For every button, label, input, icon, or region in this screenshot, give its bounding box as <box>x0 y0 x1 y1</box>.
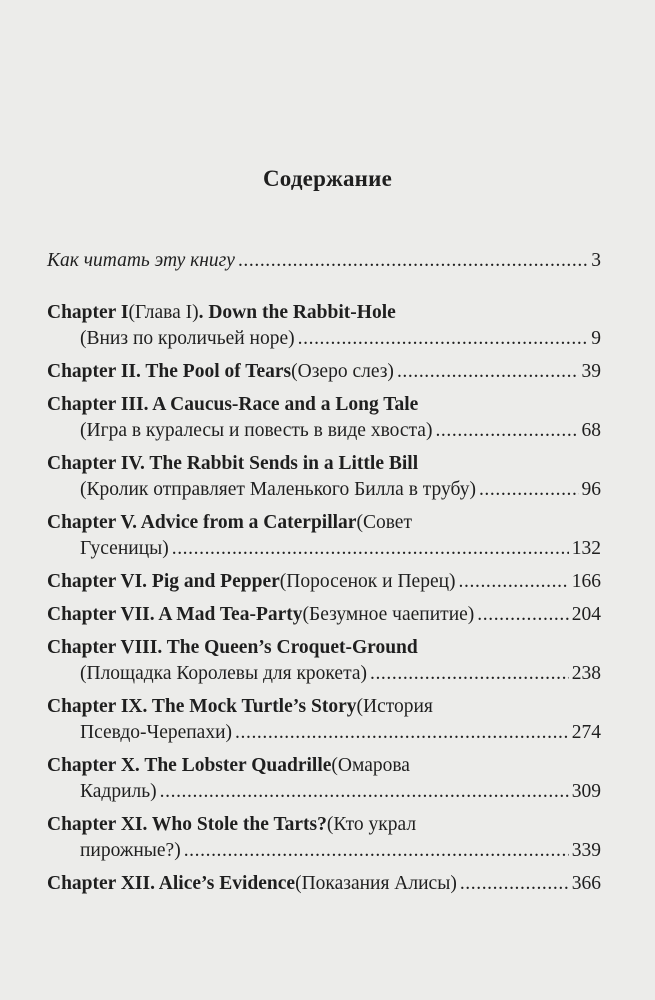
page-number: 39 <box>581 361 601 382</box>
chapter-translation-part1: (Омарова <box>331 755 410 776</box>
page-number: 366 <box>571 873 601 894</box>
chapter-label-translation: (Глава I) <box>128 302 199 323</box>
chapter-translation-part1: (Совет <box>356 512 412 533</box>
toc-entry-chapter-4-sub <box>80 477 601 503</box>
chapter-title: Chapter XII. Alice’s Evidence <box>47 873 296 894</box>
leader-dots <box>238 248 588 274</box>
toc-entry-chapter-8 <box>47 635 418 661</box>
chapter-title: . Down the Rabbit-Hole <box>198 302 396 323</box>
toc-entry-chapter-5-sub <box>80 536 601 562</box>
toc-entry-chapter-12 <box>47 871 601 897</box>
toc-entry-chapter-6 <box>47 569 601 595</box>
leader-dots <box>397 359 579 385</box>
leader-dots <box>160 779 569 805</box>
entry-title: Как читать эту книгу <box>47 250 235 271</box>
chapter-title: Chapter IV. The Rabbit Sends in a Little Bill <box>47 453 419 474</box>
chapter-translation: (Безумное чаепитие) <box>302 604 475 625</box>
toc-entry-chapter-1-sub <box>80 326 601 352</box>
chapter-title: Chapter VIII. The Queen’s Croquet-Ground <box>47 637 418 658</box>
leader-dots <box>459 569 569 595</box>
chapter-translation-part2: Гусеницы) <box>80 538 169 559</box>
chapter-translation: (Игра в куралесы и повесть в виде хвоста) <box>80 420 433 441</box>
chapter-title: Chapter XI. Who Stole the Tarts? <box>47 814 327 835</box>
toc-entry-chapter-10-sub <box>80 779 601 805</box>
toc-entry-chapter-11-sub <box>80 838 601 864</box>
chapter-translation: (Площадка Королевы для крокета) <box>80 663 367 684</box>
toc-entry-chapter-9 <box>47 694 433 720</box>
leader-dots <box>172 536 569 562</box>
chapter-translation: (Озеро слез) <box>291 361 394 382</box>
leader-dots <box>370 661 569 687</box>
page-number: 309 <box>571 781 601 802</box>
chapter-translation-part2: пирожные?) <box>80 840 181 861</box>
chapter-translation: (Показания Алисы) <box>295 873 457 894</box>
toc-entry-chapter-9-sub <box>80 720 601 746</box>
page-number: 68 <box>581 420 601 441</box>
chapter-translation-part1: (История <box>356 696 433 717</box>
toc-entry-chapter-7 <box>47 602 601 628</box>
chapter-title: Chapter III. A Caucus-Race and a Long Tale <box>47 394 419 415</box>
page-number: 274 <box>571 722 601 743</box>
chapter-title: Chapter X. The Lobster Quadrille <box>47 755 332 776</box>
leader-dots <box>477 602 568 628</box>
page-number: 238 <box>571 663 601 684</box>
toc-entry-chapter-11 <box>47 812 416 838</box>
chapter-title: Chapter II. The Pool of Tears <box>47 361 292 382</box>
leader-dots <box>235 720 569 746</box>
toc-entry-intro <box>47 248 601 274</box>
leader-dots <box>298 326 589 352</box>
toc-entry-chapter-3 <box>47 392 418 418</box>
page-title: Содержание <box>263 166 392 191</box>
leader-dots <box>460 871 569 897</box>
page-number: 339 <box>571 840 601 861</box>
chapter-label: Chapter I <box>47 302 129 323</box>
chapter-translation-part1: (Кто украл <box>326 814 417 835</box>
leader-dots <box>479 477 579 503</box>
chapter-title: Chapter V. Advice from a Caterpillar <box>47 512 357 533</box>
toc-entry-chapter-3-sub <box>80 418 601 444</box>
chapter-translation: (Вниз по кроличьей норе) <box>80 328 295 349</box>
toc-entry-chapter-4 <box>47 451 418 477</box>
chapter-title: Chapter VI. Pig and Pepper <box>47 571 280 592</box>
chapter-translation-part2: Псевдо-Черепахи) <box>80 722 233 743</box>
chapter-translation: (Поросенок и Перец) <box>279 571 456 592</box>
leader-dots <box>435 418 578 444</box>
toc-entry-chapter-2 <box>47 359 601 385</box>
page-number: 9 <box>591 328 601 349</box>
leader-dots <box>184 838 569 864</box>
toc-entry-chapter-10 <box>47 753 410 779</box>
chapter-title: Chapter VII. A Mad Tea-Party <box>47 604 303 625</box>
page-number: 166 <box>571 571 601 592</box>
toc-entry-chapter-5 <box>47 510 412 536</box>
chapter-title: Chapter IX. The Mock Turtle’s Story <box>47 696 357 717</box>
page-number: 132 <box>571 538 601 559</box>
chapter-translation: (Кролик отправляет Маленького Билла в трубу) <box>80 479 476 500</box>
toc-entry-chapter-8-sub <box>80 661 601 687</box>
page-number: 204 <box>571 604 601 625</box>
page-number: 96 <box>581 479 601 500</box>
chapter-translation-part2: Кадриль) <box>80 781 157 802</box>
toc-entry-chapter-1 <box>47 300 396 326</box>
page-number: 3 <box>591 250 601 271</box>
